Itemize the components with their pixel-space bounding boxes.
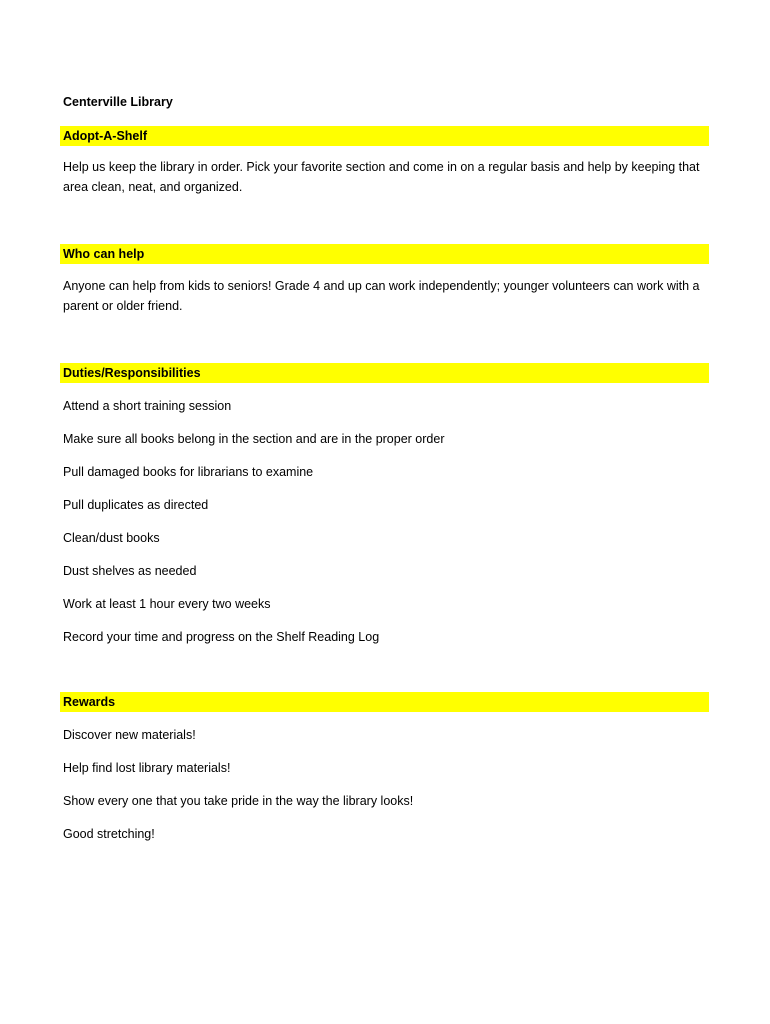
duty-item: Work at least 1 hour every two weeks [63, 597, 271, 611]
duty-item: Pull damaged books for librarians to examine [63, 465, 314, 479]
duty-item: Record your time and progress on the Shelf Reading Log [63, 630, 380, 644]
section-heading-adopt-a-shelf: Adopt-A-Shelf [60, 126, 709, 146]
reward-item: Good stretching! [63, 827, 155, 841]
duty-item: Pull duplicates as directed [63, 498, 209, 512]
reward-item: Show every one that you take pride in the way the library looks! [63, 794, 414, 808]
section-body-who-can-help: Anyone can help from kids to seniors! Grade 4 and up can work independently; younger volunteers can work with a parent or older friend. [63, 279, 700, 313]
document-title: Centerville Library [63, 95, 173, 109]
duty-item: Make sure all books belong in the section and are in the proper order [63, 432, 445, 446]
duty-item: Dust shelves as needed [63, 564, 197, 578]
reward-item: Discover new materials! [63, 728, 196, 742]
section-heading-who-can-help: Who can help [60, 244, 709, 264]
section-heading-rewards: Rewards [60, 692, 709, 712]
section-heading-duties: Duties/Responsibilities [60, 363, 709, 383]
section-body-adopt-a-shelf: Help us keep the library in order. Pick your favorite section and come in on a regular basis and help by keeping that area clean, neat, and organized. [63, 160, 700, 194]
duty-item: Attend a short training session [63, 399, 232, 413]
reward-item: Help find lost library materials! [63, 761, 231, 775]
duty-item: Clean/dust books [63, 531, 160, 545]
